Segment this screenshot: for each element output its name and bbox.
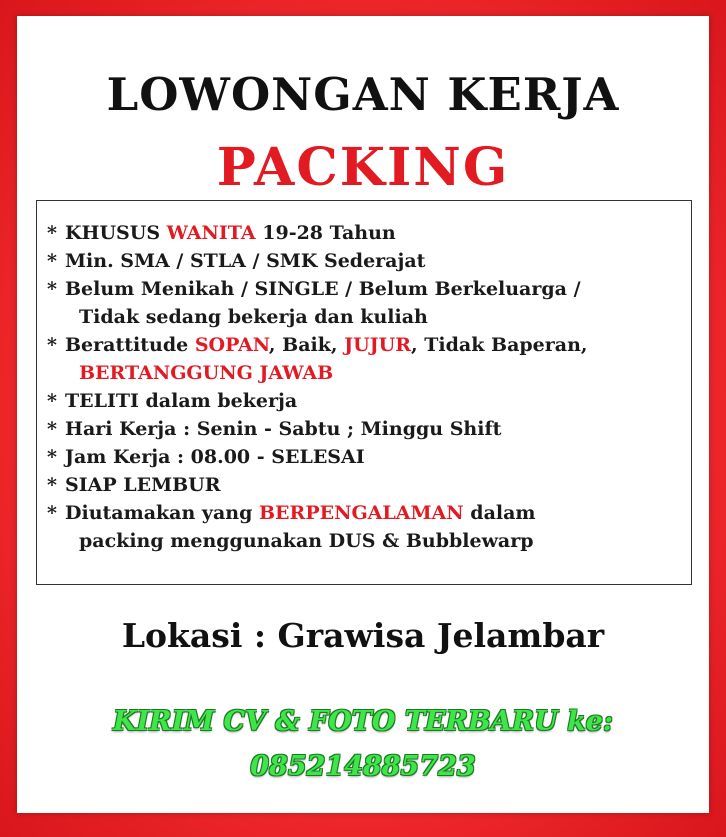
requirement-text: packing menggunakan DUS & Bubblewarp bbox=[79, 530, 534, 552]
requirement-continuation bbox=[47, 527, 681, 555]
bullet-asterisk-icon: * bbox=[47, 418, 57, 440]
requirement-text: Jam Kerja : 08.00 - SELESAI bbox=[65, 446, 365, 468]
requirement-text: KHUSUS bbox=[65, 222, 167, 244]
poster-title: LOWONGAN KERJA bbox=[106, 68, 620, 121]
highlight-text: BERTANGGUNG JAWAB bbox=[79, 362, 334, 384]
requirement-text: Min. SMA / STLA / SMK Sederajat bbox=[65, 250, 426, 272]
requirement-item bbox=[47, 499, 681, 555]
requirement-text: Hari Kerja : Senin - Sabtu ; Minggu Shift bbox=[65, 418, 502, 440]
requirement-item bbox=[47, 219, 681, 247]
requirement-item bbox=[47, 331, 681, 387]
highlight-text: WANITA bbox=[166, 222, 256, 244]
bullet-asterisk-icon: * bbox=[47, 278, 57, 300]
highlight-text: JUJUR bbox=[344, 334, 412, 356]
requirement-text: TELITI dalam bekerja bbox=[65, 390, 298, 412]
requirement-continuation bbox=[47, 303, 681, 331]
bullet-asterisk-icon: * bbox=[47, 222, 57, 244]
bullet-asterisk-icon: * bbox=[47, 474, 57, 496]
requirement-item bbox=[47, 387, 681, 415]
requirements-box bbox=[36, 200, 692, 585]
highlight-text: BERPENGALAMAN bbox=[258, 502, 464, 524]
contact-instruction: KIRIM CV & FOTO TERBARU ke: bbox=[113, 706, 613, 737]
requirement-text: Tidak sedang bekerja dan kuliah bbox=[79, 306, 428, 328]
bullet-asterisk-icon: * bbox=[47, 446, 57, 468]
requirement-text: , Baik, bbox=[268, 334, 345, 356]
requirement-text: 19-28 Tahun bbox=[255, 222, 396, 244]
requirement-text: SIAP LEMBUR bbox=[65, 474, 221, 496]
requirement-item bbox=[47, 247, 681, 275]
requirement-text: Belum Menikah / SINGLE / Belum Berkeluarga / bbox=[65, 278, 581, 300]
highlight-text: SOPAN bbox=[194, 334, 269, 356]
requirement-item bbox=[47, 275, 681, 331]
requirement-text: , Tidak Baperan, bbox=[411, 334, 588, 356]
requirement-item bbox=[47, 443, 681, 471]
requirement-text: Diutamakan yang bbox=[65, 502, 259, 524]
requirement-item bbox=[47, 415, 681, 443]
requirement-continuation bbox=[47, 359, 681, 387]
requirement-item bbox=[47, 471, 681, 499]
bullet-asterisk-icon: * bbox=[47, 334, 57, 356]
location-text: Lokasi : Grawisa Jelambar bbox=[121, 616, 605, 655]
bullet-asterisk-icon: * bbox=[47, 390, 57, 412]
bullet-asterisk-icon: * bbox=[47, 502, 57, 524]
requirements-list bbox=[47, 219, 681, 555]
requirement-text: dalam bbox=[463, 502, 536, 524]
bullet-asterisk-icon: * bbox=[47, 250, 57, 272]
poster-subtitle: PACKING bbox=[216, 137, 510, 198]
requirement-text: Berattitude bbox=[65, 334, 195, 356]
poster-card bbox=[17, 16, 709, 813]
contact-phone: 085214885723 bbox=[250, 751, 476, 782]
